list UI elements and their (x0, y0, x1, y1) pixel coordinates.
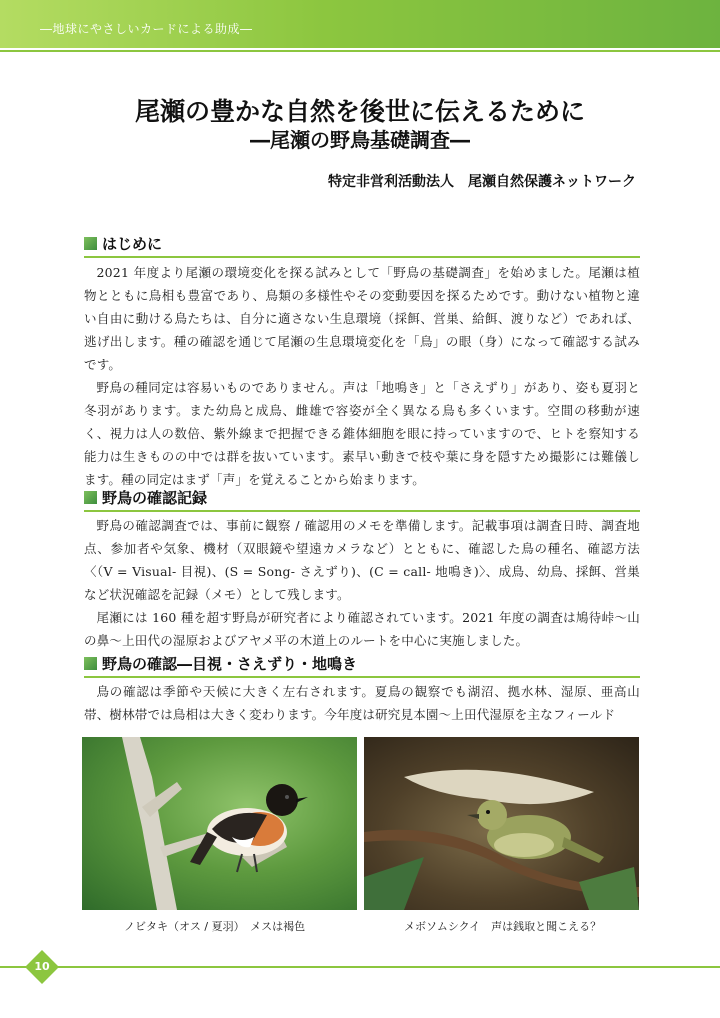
paragraph: 野鳥の種同定は容易いものでありません。声は「地鳴き」と「さえずり」があり、姿も夏羽と冬羽があります。また幼鳥と成鳥、雌雄で容姿が全く異なる鳥も多くいます。空間の移動が速く、視力は人の数倍、紫外線まで把握できる錐体細胞を眼に持っていますので、ヒトを察知する能力は生きものの中では群を抜いています。素早い動きで枝や葉に身を隠すため撮影には難儀します。種の同定はまず「声」を覚えることから始まります。 (84, 380, 640, 487)
article-title: 尾瀬の豊かな自然を後世に伝えるために (134, 97, 585, 126)
square-bullet-icon (84, 657, 97, 670)
series-title: ―地球にやさしいカードによる助成― (40, 22, 253, 36)
photo-stonechat (82, 737, 357, 910)
header-divider (0, 50, 720, 52)
photo-caption: メボソムシクイ 声は銭取と聞こえる？ (404, 920, 602, 933)
section-heading-label: はじめに (102, 235, 163, 253)
section-heading-label: 野鳥の確認記録 (102, 489, 208, 507)
section-heading-identification (84, 650, 640, 678)
article-subtitle: ―尾瀬の野鳥基礎調査― (250, 128, 470, 152)
paragraph: 尾瀬には 160 種を超す野鳥が研究者により確認されています。2021 年度の調査は鳩待峠～山の鼻～上田代の湿原およびアヤメ平の木道上のルートを中心に実施しました。 (84, 610, 640, 648)
paragraph: 野鳥の確認調査では、事前に観察 / 確認用のメモを準備します。記載事項は調査日時、調査地点、参加者や気象、機材（双眼鏡や望遠カメラなど）とともに、確認した鳥の種名、確認方法〈（V = Visual- 目視)、(S = Song- さえずり)、(C = call- 地鳴き)〉、成鳥、幼鳥、採餌、営巣など状況確認を記録（メモ）として残します。 (84, 518, 640, 602)
page-number: 10 (34, 960, 50, 973)
section-heading-records (84, 484, 640, 512)
square-bullet-icon (84, 237, 97, 250)
section-heading-intro (84, 230, 640, 258)
paragraph: 鳥の確認は季節や天候に大きく左右されます。夏鳥の観察でも湖沼、拠水林、湿原、亜高山帯、樹林帯では鳥相は大きく変わります。今年度は研究見本園～上田代湿原を主なフィールド (84, 684, 640, 722)
footer-divider (0, 966, 720, 968)
paragraph: 2021 年度より尾瀬の環境変化を探る試みとして「野鳥の基礎調査」を始めました。尾瀬は植物とともに鳥相も豊富であり、鳥類の多様性やその変動要因を探るためです。動けない植物と違い自由に動ける鳥たちは、自分に適さない生息環境（採餌、営巣、給餌、渡りなど）であれば、逃げ出します。種の確認を通じて尾瀬の生息環境変化を「鳥」の眼（身）になって確認する試みです。 (84, 265, 640, 372)
square-bullet-icon (84, 491, 97, 504)
photo-caption: ノビタキ（オス / 夏羽） メスは褐色 (124, 920, 306, 933)
header-banner (0, 0, 720, 48)
photo-warbler (364, 737, 639, 910)
section-heading-label: 野鳥の確認―目視・さえずり・地鳴き (102, 655, 358, 673)
author-line: 特定非営利活動法人 尾瀬自然保護ネットワーク (328, 174, 636, 190)
